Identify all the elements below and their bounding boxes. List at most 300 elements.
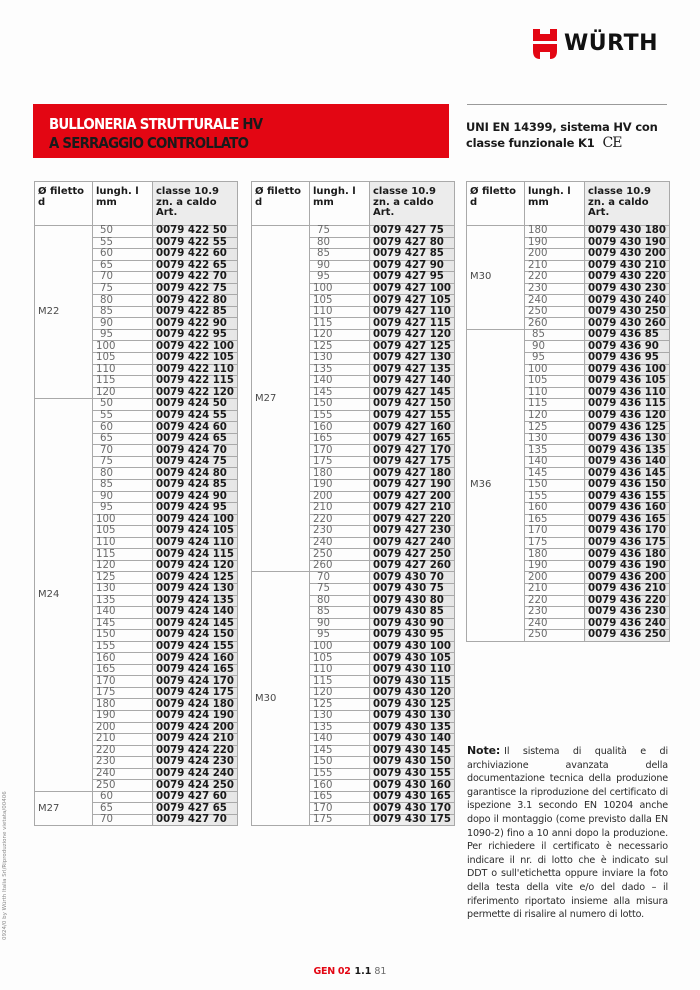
- length-cell: 230: [525, 607, 585, 619]
- article-number-cell[interactable]: 0079 424 130: [153, 583, 238, 595]
- article-number-cell[interactable]: 0079 427 85: [370, 249, 455, 261]
- length-cell: 115: [310, 676, 370, 688]
- length-cell: 260: [525, 318, 585, 330]
- article-number-cell[interactable]: 0079 436 130: [585, 433, 670, 445]
- page-footer: [0, 966, 700, 977]
- article-number-cell[interactable]: 0079 430 240: [585, 295, 670, 307]
- title-main-text: BULLONERIA STRUTTURALE: [49, 115, 239, 133]
- article-number-cell[interactable]: 0079 436 135: [585, 445, 670, 457]
- length-cell: 85: [310, 607, 370, 619]
- length-cell: 80: [310, 237, 370, 249]
- article-number-cell[interactable]: 0079 427 120: [370, 329, 455, 341]
- header-length-line: lungh. l: [528, 186, 571, 197]
- article-number-cell[interactable]: 0079 424 155: [153, 641, 238, 653]
- length-cell: 140: [310, 734, 370, 746]
- length-cell: 80: [310, 595, 370, 607]
- header-diameter-line: Ø filetto: [470, 186, 517, 197]
- product-table-1: [34, 181, 238, 826]
- article-number-cell[interactable]: 0079 436 85: [585, 329, 670, 341]
- article-number-cell[interactable]: 0079 424 65: [153, 433, 238, 445]
- thread-diameter-cell: M27: [35, 791, 93, 826]
- article-number-cell[interactable]: 0079 430 165: [370, 791, 455, 803]
- length-cell: 200: [93, 722, 153, 734]
- length-cell: 75: [310, 583, 370, 595]
- article-number-cell[interactable]: 0079 424 160: [153, 653, 238, 665]
- length-cell: 65: [93, 433, 153, 445]
- table-header-row: [35, 182, 238, 226]
- length-cell: 220: [310, 514, 370, 526]
- article-number-cell[interactable]: 0079 436 100: [585, 364, 670, 376]
- article-number-cell[interactable]: 0079 422 60: [153, 249, 238, 261]
- article-number-cell[interactable]: 0079 422 115: [153, 376, 238, 388]
- wurth-emblem-icon: [533, 29, 557, 59]
- article-number-cell[interactable]: 0079 427 155: [370, 410, 455, 422]
- length-cell: 190: [93, 710, 153, 722]
- length-cell: 180: [310, 468, 370, 480]
- length-cell: 125: [93, 572, 153, 584]
- length-cell: 95: [93, 329, 153, 341]
- article-number-cell[interactable]: 0079 430 230: [585, 283, 670, 295]
- length-cell: 95: [310, 272, 370, 284]
- length-cell: 180: [525, 549, 585, 561]
- table-header-row: [252, 182, 455, 226]
- article-number-cell[interactable]: 0079 422 55: [153, 237, 238, 249]
- header-diameter: [467, 182, 525, 226]
- length-cell: 160: [310, 780, 370, 792]
- table-row: [252, 226, 455, 238]
- article-number-cell[interactable]: 0079 427 65: [153, 803, 238, 815]
- length-cell: 210: [525, 260, 585, 272]
- article-number-cell[interactable]: 0079 430 70: [370, 572, 455, 584]
- length-cell: 65: [93, 803, 153, 815]
- standard-info: [466, 119, 676, 151]
- length-cell: 210: [93, 734, 153, 746]
- article-number-cell[interactable]: 0079 424 115: [153, 549, 238, 561]
- article-number-cell[interactable]: 0079 424 60: [153, 422, 238, 434]
- article-number-cell[interactable]: 0079 424 100: [153, 514, 238, 526]
- article-number-cell[interactable]: 0079 424 90: [153, 491, 238, 503]
- article-number-cell[interactable]: 0079 436 120: [585, 410, 670, 422]
- length-cell: 120: [525, 410, 585, 422]
- header-diameter-line: d: [38, 196, 46, 208]
- brand-name: WÜRTH: [564, 31, 659, 56]
- length-cell: 105: [525, 376, 585, 388]
- length-cell: 175: [310, 814, 370, 826]
- article-number-cell[interactable]: 0079 430 170: [370, 803, 455, 815]
- article-number-cell[interactable]: 0079 424 50: [153, 399, 238, 411]
- length-cell: 200: [310, 491, 370, 503]
- length-cell: 135: [310, 364, 370, 376]
- header-length-line: lungh. l: [313, 186, 356, 197]
- article-number-cell[interactable]: 0079 436 160: [585, 503, 670, 515]
- length-cell: 85: [525, 329, 585, 341]
- length-cell: 110: [525, 387, 585, 399]
- header-article-line: zn. a caldo: [156, 196, 217, 208]
- thread-diameter-cell: M30: [252, 572, 310, 826]
- article-number-cell[interactable]: 0079 424 180: [153, 699, 238, 711]
- length-cell: 240: [525, 618, 585, 630]
- article-number-cell[interactable]: 0079 430 75: [370, 583, 455, 595]
- article-number-cell[interactable]: 0079 424 125: [153, 572, 238, 584]
- length-cell: 90: [93, 491, 153, 503]
- length-cell: 95: [525, 353, 585, 365]
- article-number-cell[interactable]: 0079 424 75: [153, 456, 238, 468]
- article-number-cell[interactable]: 0079 424 140: [153, 607, 238, 619]
- article-number-cell[interactable]: 0079 436 200: [585, 572, 670, 584]
- article-number-cell[interactable]: 0079 436 220: [585, 595, 670, 607]
- length-cell: 210: [310, 503, 370, 515]
- article-number-cell[interactable]: 0079 424 210: [153, 734, 238, 746]
- length-cell: 160: [93, 653, 153, 665]
- note-label: Note:: [467, 744, 501, 757]
- header-article-line: Art.: [588, 207, 610, 218]
- table-row: [35, 791, 238, 803]
- length-cell: 70: [310, 572, 370, 584]
- header-article-line: zn. a caldo: [373, 196, 434, 208]
- header-article-line: Art.: [373, 207, 395, 218]
- article-number-cell[interactable]: 0079 430 175: [370, 814, 455, 826]
- length-cell: 75: [310, 226, 370, 238]
- article-number-cell[interactable]: 0079 427 240: [370, 537, 455, 549]
- length-cell: 120: [93, 387, 153, 399]
- header-article-line: classe 10.9: [588, 186, 651, 197]
- length-cell: 70: [93, 272, 153, 284]
- article-number-cell[interactable]: 0079 430 220: [585, 272, 670, 284]
- note-block: [467, 744, 668, 922]
- thread-diameter-cell: M30: [467, 226, 525, 330]
- article-number-cell[interactable]: 0079 436 105: [585, 376, 670, 388]
- wurth-logo: [533, 29, 658, 59]
- article-number-cell[interactable]: 0079 424 175: [153, 687, 238, 699]
- article-number-cell[interactable]: 0079 436 150: [585, 480, 670, 492]
- article-number-cell[interactable]: 0079 430 125: [370, 699, 455, 711]
- length-cell: 115: [93, 549, 153, 561]
- length-cell: 165: [310, 433, 370, 445]
- length-cell: 110: [93, 537, 153, 549]
- article-number-cell[interactable]: 0079 430 180: [585, 226, 670, 238]
- length-cell: 250: [93, 780, 153, 792]
- article-number-cell[interactable]: 0079 436 90: [585, 341, 670, 353]
- title-highlight: HV: [242, 115, 263, 133]
- length-cell: 65: [93, 260, 153, 272]
- article-number-cell[interactable]: 0079 430 140: [370, 734, 455, 746]
- length-cell: 105: [93, 353, 153, 365]
- article-number-cell[interactable]: 0079 424 190: [153, 710, 238, 722]
- length-cell: 90: [310, 618, 370, 630]
- article-number-cell[interactable]: 0079 436 95: [585, 353, 670, 365]
- length-cell: 100: [310, 283, 370, 295]
- article-number-cell[interactable]: 0079 436 110: [585, 387, 670, 399]
- article-number-cell[interactable]: 0079 424 250: [153, 780, 238, 792]
- length-cell: 160: [525, 503, 585, 515]
- header-article: [370, 182, 455, 226]
- length-cell: 60: [93, 791, 153, 803]
- article-number-cell[interactable]: 0079 430 155: [370, 768, 455, 780]
- length-cell: 105: [93, 526, 153, 538]
- article-number-cell[interactable]: 0079 436 155: [585, 491, 670, 503]
- article-number-cell[interactable]: 0079 424 80: [153, 468, 238, 480]
- article-number-cell[interactable]: 0079 427 115: [370, 318, 455, 330]
- article-number-cell[interactable]: 0079 430 105: [370, 653, 455, 665]
- article-number-cell[interactable]: 0079 436 140: [585, 456, 670, 468]
- header-length: [525, 182, 585, 226]
- article-number-cell[interactable]: 0079 430 200: [585, 249, 670, 261]
- length-cell: 120: [310, 687, 370, 699]
- article-number-cell[interactable]: 0079 424 150: [153, 630, 238, 642]
- article-number-cell[interactable]: 0079 427 175: [370, 456, 455, 468]
- article-number-cell[interactable]: 0079 427 105: [370, 295, 455, 307]
- article-number-cell[interactable]: 0079 424 200: [153, 722, 238, 734]
- length-cell: 70: [93, 814, 153, 826]
- article-number-cell[interactable]: 0079 427 230: [370, 526, 455, 538]
- header-diameter-line: d: [255, 196, 263, 208]
- article-number-cell[interactable]: 0079 430 80: [370, 595, 455, 607]
- article-number-cell[interactable]: 0079 424 165: [153, 664, 238, 676]
- length-cell: 165: [525, 514, 585, 526]
- length-cell: 125: [310, 341, 370, 353]
- article-number-cell[interactable]: 0079 430 145: [370, 745, 455, 757]
- length-cell: 100: [93, 341, 153, 353]
- article-number-cell[interactable]: 0079 436 125: [585, 422, 670, 434]
- length-cell: 145: [93, 618, 153, 630]
- header-length-line: mm: [96, 196, 117, 208]
- article-number-cell[interactable]: 0079 424 70: [153, 445, 238, 457]
- article-number-cell[interactable]: 0079 436 165: [585, 514, 670, 526]
- article-number-cell[interactable]: 0079 430 100: [370, 641, 455, 653]
- article-number-cell[interactable]: 0079 427 90: [370, 260, 455, 272]
- length-cell: 100: [93, 514, 153, 526]
- article-number-cell[interactable]: 0079 430 150: [370, 757, 455, 769]
- header-length: [93, 182, 153, 226]
- length-cell: 80: [93, 468, 153, 480]
- length-cell: 75: [93, 283, 153, 295]
- length-cell: 55: [93, 410, 153, 422]
- length-cell: 220: [93, 745, 153, 757]
- length-cell: 230: [93, 757, 153, 769]
- length-cell: 55: [93, 237, 153, 249]
- length-cell: 150: [310, 757, 370, 769]
- article-number-cell[interactable]: 0079 427 220: [370, 514, 455, 526]
- header-diameter-line: Ø filetto: [38, 186, 85, 197]
- article-number-cell[interactable]: 0079 427 260: [370, 560, 455, 572]
- header-article: [585, 182, 670, 226]
- article-number-cell[interactable]: 0079 422 110: [153, 364, 238, 376]
- article-number-cell[interactable]: 0079 424 135: [153, 595, 238, 607]
- article-number-cell[interactable]: 0079 430 210: [585, 260, 670, 272]
- length-cell: 200: [525, 249, 585, 261]
- length-cell: 130: [93, 583, 153, 595]
- length-cell: 135: [525, 445, 585, 457]
- length-cell: 95: [93, 503, 153, 515]
- article-number-cell[interactable]: 0079 436 210: [585, 583, 670, 595]
- title-line-1: [49, 115, 393, 134]
- article-number-cell[interactable]: 0079 427 210: [370, 503, 455, 515]
- length-cell: 200: [525, 572, 585, 584]
- article-number-cell[interactable]: 0079 424 170: [153, 676, 238, 688]
- article-number-cell[interactable]: 0079 427 180: [370, 468, 455, 480]
- article-number-cell[interactable]: 0079 427 130: [370, 353, 455, 365]
- standard-line-2: [466, 135, 676, 151]
- footer-section: GEN 02: [313, 966, 351, 977]
- article-number-cell[interactable]: 0079 422 50: [153, 226, 238, 238]
- length-cell: 80: [93, 295, 153, 307]
- article-number-cell[interactable]: 0079 427 160: [370, 422, 455, 434]
- header-diameter-line: d: [470, 196, 478, 208]
- article-number-cell[interactable]: 0079 422 95: [153, 329, 238, 341]
- length-cell: 145: [310, 387, 370, 399]
- length-cell: 125: [525, 422, 585, 434]
- article-number-cell[interactable]: 0079 430 85: [370, 607, 455, 619]
- article-number-cell[interactable]: 0079 424 120: [153, 560, 238, 572]
- length-cell: 220: [525, 272, 585, 284]
- article-number-cell[interactable]: 0079 436 170: [585, 526, 670, 538]
- article-number-cell[interactable]: 0079 427 250: [370, 549, 455, 561]
- note-text: Il sistema di qualità e di archiviazione avanzata della documentazione tecnica della produzione garantisce la riproduzione del certificato di ispezione 3.1 secondo EN 10204 anche dopo il montaggio (come previsto dalla EN 1090-2) fino a 10 anni dopo la produzione. Per richiedere il certificato è necessario indicare il nr. di lotto che è indicato sul DDT o sull'etichetta oppure inviare la foto della testa della vite e/o del dado – il riferimento riportato insieme alla misura permette di risalire al numero di lotto.: [467, 746, 668, 921]
- length-cell: 180: [525, 226, 585, 238]
- article-number-cell[interactable]: 0079 436 250: [585, 630, 670, 642]
- standard-line-1: UNI EN 14399, sistema HV con: [466, 120, 658, 134]
- table-row: [35, 226, 238, 238]
- article-number-cell[interactable]: 0079 427 140: [370, 376, 455, 388]
- article-number-cell[interactable]: 0079 427 70: [153, 814, 238, 826]
- length-cell: 220: [525, 595, 585, 607]
- article-number-cell[interactable]: 0079 424 85: [153, 480, 238, 492]
- article-number-cell[interactable]: 0079 430 260: [585, 318, 670, 330]
- thread-diameter-cell: M36: [467, 329, 525, 641]
- length-cell: 85: [93, 480, 153, 492]
- length-cell: 105: [310, 295, 370, 307]
- table-row: [252, 572, 455, 584]
- product-table-2: [251, 181, 455, 826]
- length-cell: 175: [93, 687, 153, 699]
- article-number-cell[interactable]: 0079 427 170: [370, 445, 455, 457]
- article-number-cell[interactable]: 0079 436 240: [585, 618, 670, 630]
- article-number-cell[interactable]: 0079 430 135: [370, 722, 455, 734]
- article-number-cell[interactable]: 0079 424 95: [153, 503, 238, 515]
- article-number-cell[interactable]: 0079 422 105: [153, 353, 238, 365]
- article-number-cell[interactable]: 0079 427 150: [370, 399, 455, 411]
- header-article-line: classe 10.9: [373, 186, 436, 197]
- header-diameter: [252, 182, 310, 226]
- article-number-cell[interactable]: 0079 427 135: [370, 364, 455, 376]
- article-number-cell[interactable]: 0079 424 220: [153, 745, 238, 757]
- header-article-line: Art.: [156, 207, 178, 218]
- length-cell: 120: [310, 329, 370, 341]
- length-cell: 165: [93, 664, 153, 676]
- header-length-line: mm: [528, 196, 549, 208]
- article-number-cell[interactable]: 0079 430 110: [370, 664, 455, 676]
- article-number-cell[interactable]: 0079 427 200: [370, 491, 455, 503]
- length-cell: 85: [310, 249, 370, 261]
- article-number-cell[interactable]: 0079 430 95: [370, 630, 455, 642]
- article-number-cell[interactable]: 0079 427 125: [370, 341, 455, 353]
- table-row: [467, 329, 670, 341]
- length-cell: 165: [310, 791, 370, 803]
- table-row: [467, 226, 670, 238]
- length-cell: 155: [525, 491, 585, 503]
- length-cell: 150: [310, 399, 370, 411]
- article-number-cell[interactable]: 0079 427 165: [370, 433, 455, 445]
- article-number-cell[interactable]: 0079 424 145: [153, 618, 238, 630]
- article-number-cell[interactable]: 0079 422 85: [153, 306, 238, 318]
- article-number-cell[interactable]: 0079 436 175: [585, 537, 670, 549]
- article-number-cell[interactable]: 0079 422 65: [153, 260, 238, 272]
- article-number-cell[interactable]: 0079 424 55: [153, 410, 238, 422]
- article-number-cell[interactable]: 0079 427 95: [370, 272, 455, 284]
- length-cell: 240: [525, 295, 585, 307]
- length-cell: 210: [525, 583, 585, 595]
- article-number-cell[interactable]: 0079 430 190: [585, 237, 670, 249]
- length-cell: 100: [525, 364, 585, 376]
- length-cell: 155: [310, 410, 370, 422]
- length-cell: 120: [93, 560, 153, 572]
- article-number-cell[interactable]: 0079 422 75: [153, 283, 238, 295]
- article-number-cell[interactable]: 0079 430 160: [370, 780, 455, 792]
- article-number-cell[interactable]: 0079 436 190: [585, 560, 670, 572]
- length-cell: 125: [310, 699, 370, 711]
- article-number-cell[interactable]: 0079 427 190: [370, 480, 455, 492]
- page-number: 81: [374, 966, 387, 977]
- length-cell: 190: [525, 560, 585, 572]
- length-cell: 145: [310, 745, 370, 757]
- length-cell: 150: [93, 630, 153, 642]
- article-number-cell[interactable]: 0079 430 120: [370, 687, 455, 699]
- article-number-cell[interactable]: 0079 422 100: [153, 341, 238, 353]
- article-number-cell[interactable]: 0079 422 90: [153, 318, 238, 330]
- length-cell: 115: [525, 399, 585, 411]
- length-cell: 250: [525, 630, 585, 642]
- article-number-cell[interactable]: 0079 436 145: [585, 468, 670, 480]
- article-number-cell[interactable]: 0079 424 240: [153, 768, 238, 780]
- article-number-cell[interactable]: 0079 422 120: [153, 387, 238, 399]
- article-number-cell[interactable]: 0079 422 70: [153, 272, 238, 284]
- length-cell: 90: [310, 260, 370, 272]
- length-cell: 50: [93, 226, 153, 238]
- article-number-cell[interactable]: 0079 424 105: [153, 526, 238, 538]
- length-cell: 190: [525, 237, 585, 249]
- article-number-cell[interactable]: 0079 430 250: [585, 306, 670, 318]
- article-number-cell[interactable]: 0079 427 80: [370, 237, 455, 249]
- article-number-cell[interactable]: 0079 430 90: [370, 618, 455, 630]
- ce-mark-icon: CE: [602, 135, 622, 151]
- article-number-cell[interactable]: 0079 424 230: [153, 757, 238, 769]
- length-cell: 160: [310, 422, 370, 434]
- length-cell: 170: [310, 445, 370, 457]
- length-cell: 60: [93, 422, 153, 434]
- length-cell: 115: [93, 376, 153, 388]
- article-number-cell[interactable]: 0079 436 230: [585, 607, 670, 619]
- length-cell: 140: [310, 376, 370, 388]
- article-number-cell[interactable]: 0079 427 100: [370, 283, 455, 295]
- article-number-cell[interactable]: 0079 424 110: [153, 537, 238, 549]
- article-number-cell[interactable]: 0079 436 115: [585, 399, 670, 411]
- length-cell: 60: [93, 249, 153, 261]
- article-number-cell[interactable]: 0079 430 115: [370, 676, 455, 688]
- article-number-cell[interactable]: 0079 422 80: [153, 295, 238, 307]
- article-number-cell[interactable]: 0079 436 180: [585, 549, 670, 561]
- article-number-cell[interactable]: 0079 427 60: [153, 791, 238, 803]
- length-cell: 90: [525, 341, 585, 353]
- article-number-cell[interactable]: 0079 427 110: [370, 306, 455, 318]
- article-number-cell[interactable]: 0079 427 145: [370, 387, 455, 399]
- footer-chapter: 1.1: [354, 966, 372, 977]
- article-number-cell[interactable]: 0079 430 130: [370, 710, 455, 722]
- article-number-cell[interactable]: 0079 427 75: [370, 226, 455, 238]
- length-cell: 140: [93, 607, 153, 619]
- length-cell: 175: [310, 456, 370, 468]
- length-cell: 75: [93, 456, 153, 468]
- length-cell: 115: [310, 318, 370, 330]
